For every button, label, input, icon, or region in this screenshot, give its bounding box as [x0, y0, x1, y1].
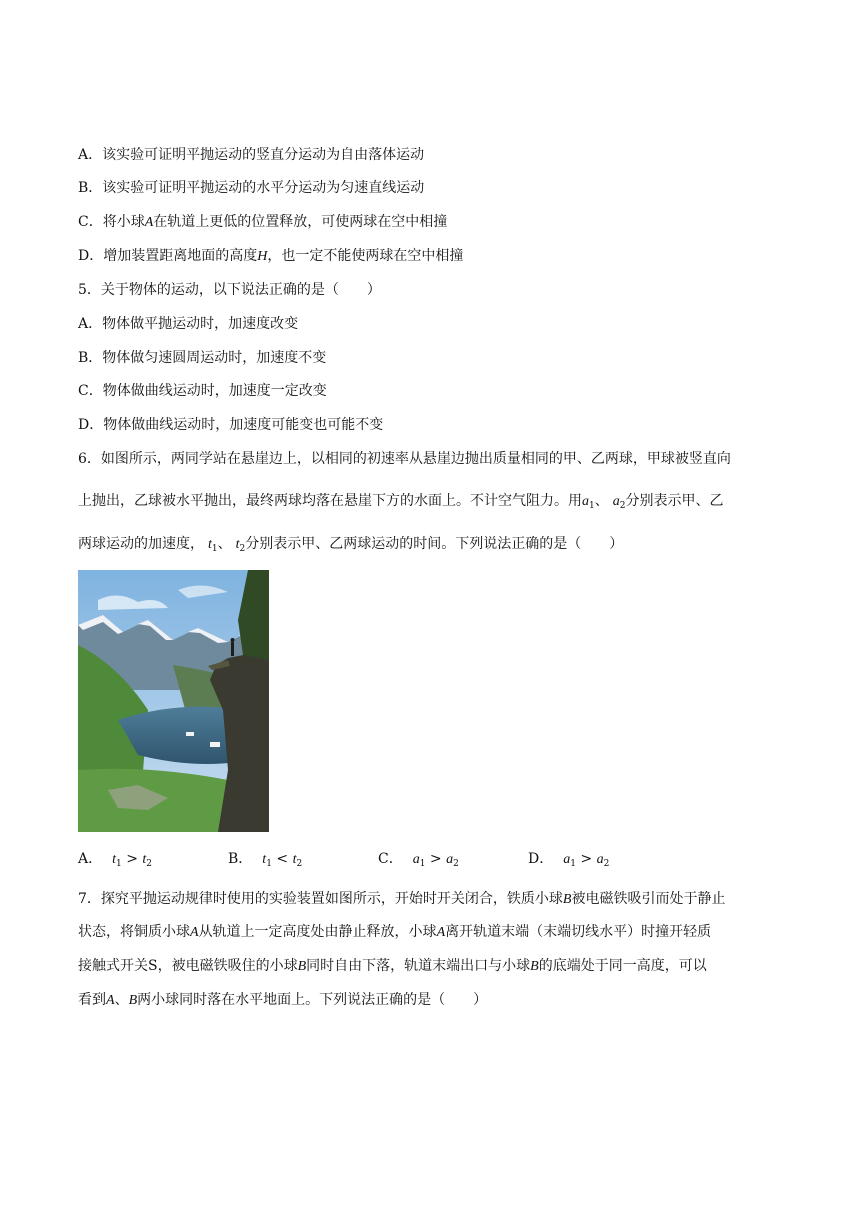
q5-option-b: B．物体做匀速圆周运动时，加速度不变	[78, 350, 327, 366]
q6-option-d: D． $a_1 > a_2$	[528, 851, 610, 869]
q6-stem-line1: 6．如图所示，两同学站在悬崖边上，以相同的初速率从悬崖边抛出质量相同的甲、乙两球，甲球被竖直向	[78, 451, 731, 467]
cliff-fjord-photo	[78, 570, 269, 832]
q4-option-b: B．该实验可证明平抛运动的水平分运动为匀速直线运动	[78, 180, 425, 196]
q6-stem-line2: 上抛出，乙球被水平抛出，最终两球均落在悬崖下方的水面上。不计空气阻力。用$a_1$、 $a_2$分别表示甲、乙	[78, 493, 724, 511]
q4-option-c: C．将小球A在轨道上更低的位置释放，可使两球在空中相撞	[78, 214, 448, 230]
q6-option-a: A． $t_1 > t_2$	[78, 851, 153, 869]
q6-stem-line3: 两球运动的加速度， $t_1$、 $t_2$分别表示甲、乙两球运动的时间。下列说法正确的是（ ）	[78, 536, 624, 554]
q5-option-d: D．物体做曲线运动时，加速度可能变也可能不变	[78, 417, 384, 433]
person-figure	[231, 642, 234, 656]
q6-option-c: C． $a_1 > a_2$	[378, 851, 459, 869]
q6-option-b: B． $t_1 < t_2$	[228, 851, 303, 869]
q5-option-c: C．物体做曲线运动时，加速度一定改变	[78, 383, 327, 399]
q7-stem-line4: 看到A、B两小球同时落在水平地面上。下列说法正确的是（ ）	[78, 992, 488, 1008]
q4-option-a: A．该实验可证明平抛运动的竖直分运动为自由落体运动	[78, 147, 425, 163]
q4-option-d: D．增加装置距离地面的高度H，也一定不能使两球在空中相撞	[78, 248, 464, 264]
q7-stem-line1: 7．探究平抛运动规律时使用的实验装置如图所示，开始时开关闭合，铁质小球B被电磁铁吸引而处于静止	[78, 891, 726, 907]
q5-stem: 5．关于物体的运动，以下说法正确的是（ ）	[78, 282, 381, 298]
q7-stem-line2: 状态，将铜质小球A从轨道上一定高度处由静止释放，小球A离开轨道末端（末端切线水平）时撞开轻质	[78, 924, 712, 940]
q7-stem-line3: 接触式开关S，被电磁铁吸住的小球B同时自由下落，轨道末端出口与小球B的底端处于同一高度，可以	[78, 958, 707, 974]
q5-option-a: A．物体做平抛运动时，加速度改变	[78, 316, 299, 332]
